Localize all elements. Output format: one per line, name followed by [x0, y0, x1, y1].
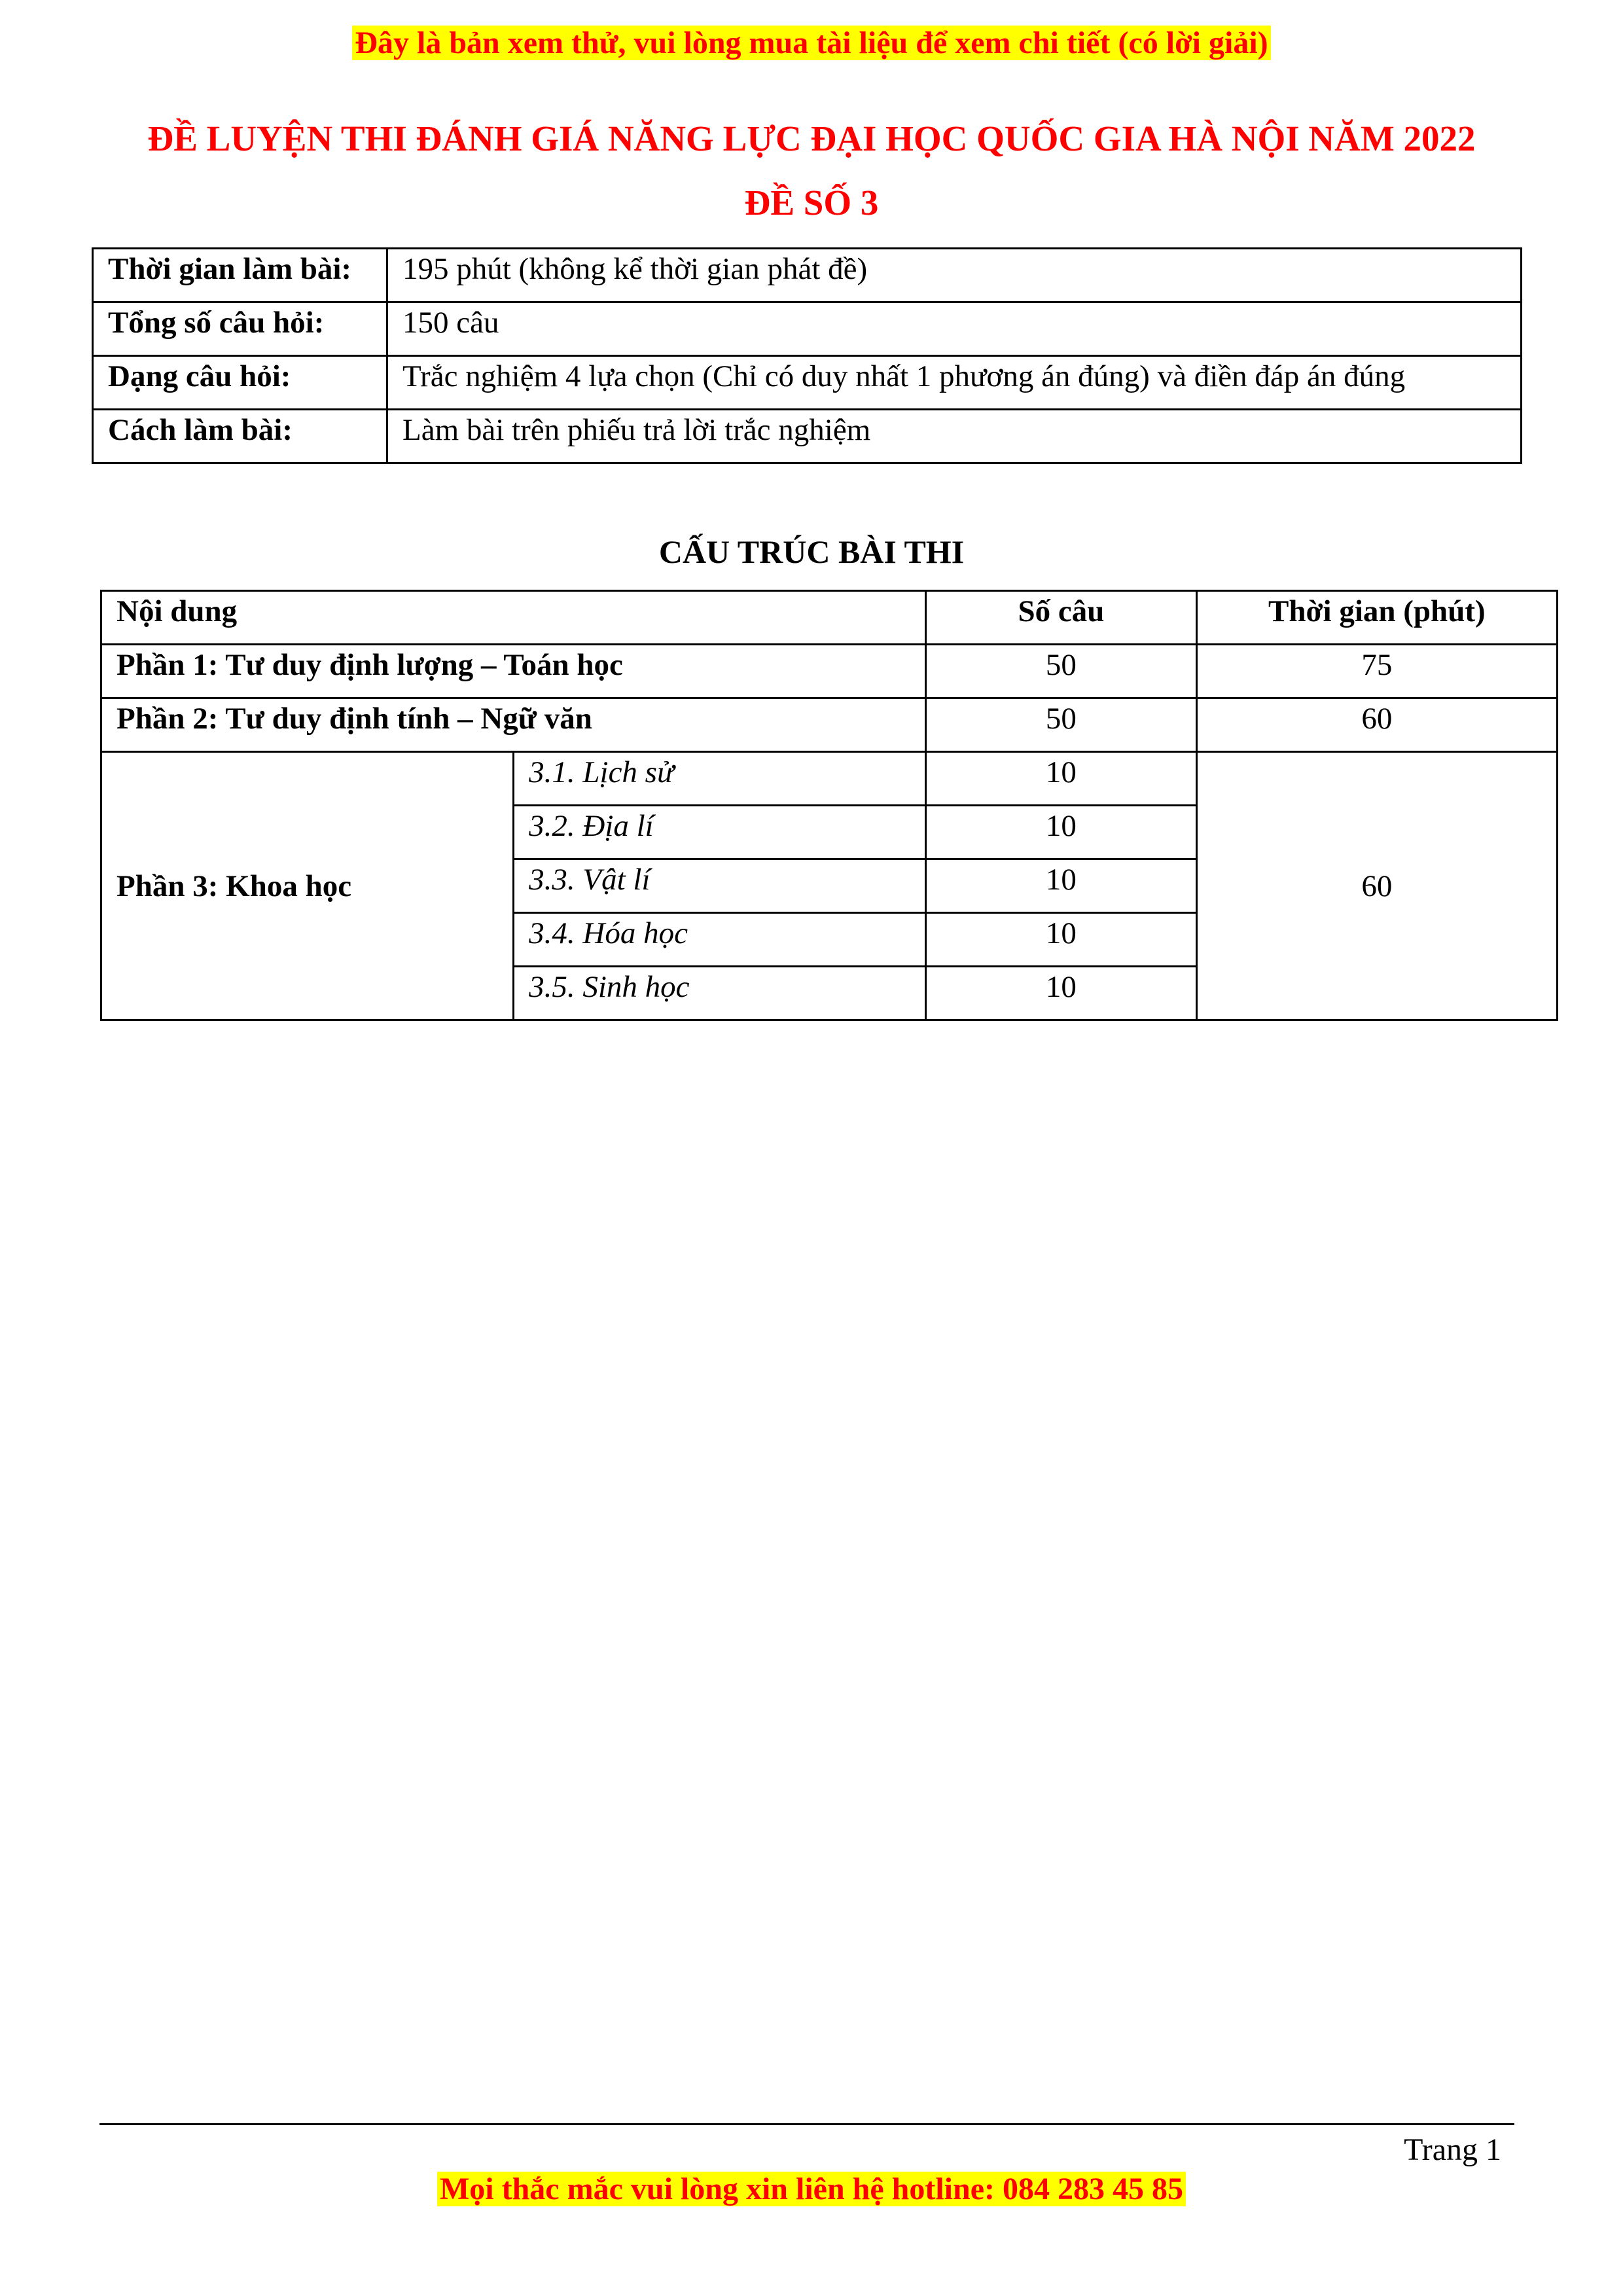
info-label: Cách làm bài:: [93, 410, 387, 463]
table-row: [93, 249, 1522, 302]
info-value: 195 phút (không kể thời gian phát đề): [387, 249, 1522, 302]
table-header-row: [101, 591, 1558, 645]
info-value: Làm bài trên phiếu trả lời trắc nghiệm: [387, 410, 1522, 463]
subject-questions: 10: [926, 967, 1196, 1020]
table-row: [93, 410, 1522, 463]
part-1-name: Phần 1: Tư duy định lượng – Toán học: [101, 645, 926, 698]
preview-notice-text: Đây là bản xem thử, vui lòng mua tài liệu để xem chi tiết (có lời giải): [352, 26, 1270, 60]
subject-questions: 10: [926, 806, 1196, 859]
column-header-time: Thời gian (phút): [1196, 591, 1557, 645]
table-row: [101, 645, 1558, 698]
hotline-banner: [0, 2170, 1623, 2209]
part-3-minutes: 60: [1196, 752, 1557, 1020]
subject-questions: 10: [926, 859, 1196, 913]
hotline-text: Mọi thắc mắc vui lòng xin liên hệ hotline: 084 283 45 85: [437, 2172, 1186, 2206]
part-1-questions: 50: [926, 645, 1196, 698]
subject-name: 3.4. Hóa học: [514, 913, 926, 967]
table-row: [93, 302, 1522, 356]
part-2-minutes: 60: [1196, 698, 1557, 752]
structure-heading: CẤU TRÚC BÀI THI: [658, 533, 965, 570]
info-value: 150 câu: [387, 302, 1522, 356]
subject-name: 3.3. Vật lí: [514, 859, 926, 913]
exam-structure-table: [100, 590, 1558, 1021]
subject-questions: 10: [926, 752, 1196, 806]
footer-divider: [99, 2123, 1514, 2125]
column-header-questions: Số câu: [926, 591, 1196, 645]
subject-name: 3.2. Địa lí: [514, 806, 926, 859]
preview-notice-banner: [0, 24, 1623, 63]
table-row: [93, 356, 1522, 410]
exam-number: ĐỀ SỐ 3: [744, 183, 879, 223]
column-header-content: Nội dung: [101, 591, 926, 645]
part-3-name: Phần 3: Khoa học: [101, 752, 514, 1020]
subject-name: 3.5. Sinh học: [514, 967, 926, 1020]
table-row: [101, 752, 1558, 806]
page-number: Trang 1: [1404, 2132, 1501, 2167]
info-label: Tổng số câu hỏi:: [93, 302, 387, 356]
part-2-questions: 50: [926, 698, 1196, 752]
exam-title: ĐỀ LUYỆN THI ĐÁNH GIÁ NĂNG LỰC ĐẠI HỌC QUỐC GIA HÀ NỘI NĂM 2022: [147, 118, 1476, 158]
subject-questions: 10: [926, 913, 1196, 967]
exam-info-table: [92, 247, 1522, 464]
part-2-name: Phần 2: Tư duy định tính – Ngữ văn: [101, 698, 926, 752]
info-label: Dạng câu hỏi:: [93, 356, 387, 410]
part-1-minutes: 75: [1196, 645, 1557, 698]
subject-name: 3.1. Lịch sử: [514, 752, 926, 806]
table-row: [101, 698, 1558, 752]
info-label: Thời gian làm bài:: [93, 249, 387, 302]
info-value: Trắc nghiệm 4 lựa chọn (Chỉ có duy nhất 1 phương án đúng) và điền đáp án đúng: [387, 356, 1522, 410]
